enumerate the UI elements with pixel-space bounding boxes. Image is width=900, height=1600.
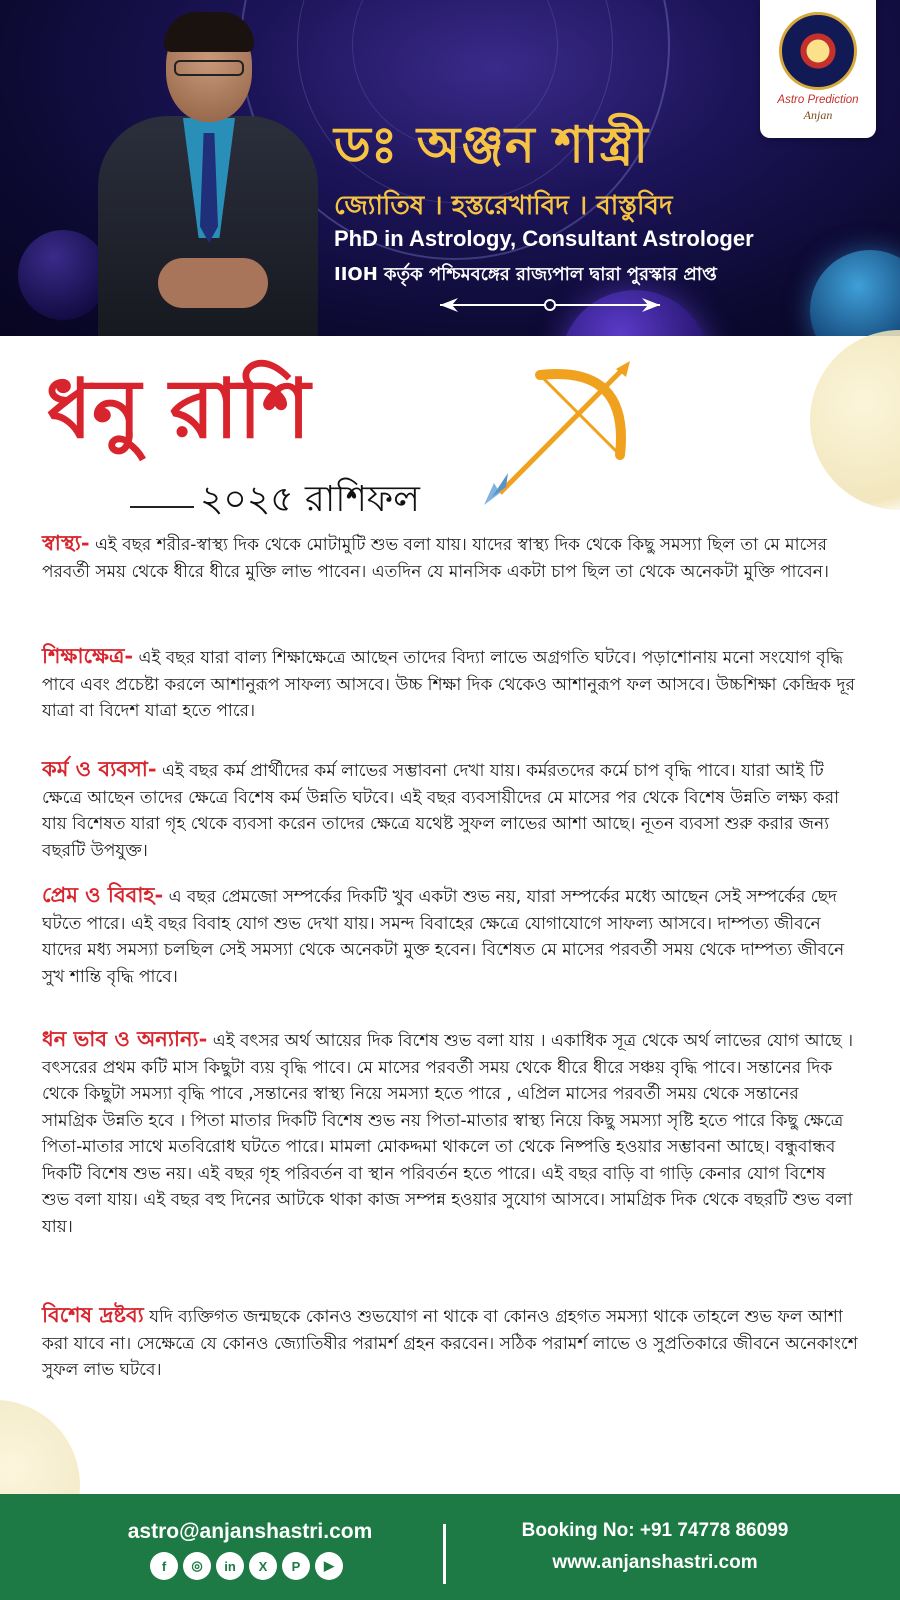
section-special-note bbox=[42, 1302, 858, 1384]
section-heading: শিক্ষাক্ষেত্র- bbox=[42, 643, 134, 668]
section-education bbox=[42, 643, 858, 725]
section-text: এই বছর যারা বাল্য শিক্ষাক্ষেত্রে আছেন তাদের বিদ্যা লাভে অগ্রগতি ঘটবে। পড়াশোনায় মনো সংযোগ বৃদ্ধি পাবে এবং প্রচেষ্টা করলে আশানুরূপ সাফল্য আসবে। উচ্চ শিক্ষা দিক থেকেও আশানুরূপ ফল আসবে। উচ্চশিক্ষা কেন্দ্রিক দূর যাত্রা বা বিদেশ যাত্রা হতে পারে। bbox=[42, 648, 855, 721]
ornament-divider bbox=[430, 296, 670, 314]
section-heading: ধন ভাব ও অন্যান্য- bbox=[42, 1026, 208, 1051]
astrologer-photo bbox=[88, 8, 328, 336]
section-text: এই বৎসর অর্থ আয়ের দিক বিশেষ শুভ বলা যায় । একাধিক সূত্র থেকে অর্থ লাভের যোগ আছে ।বৎসরের প্রথম কটি মাস কিছুটা ব্যয় বৃদ্ধি পাবে। মে মাসের পরবর্তী সময় থেকে ধীরে ধীরে সঞ্চয় বৃদ্ধি পাবে। সন্তানের দিক থেকে কিছুটা সমস্যা বৃদ্ধি পাবে ,সন্তানের স্বাস্থ্য নিয়ে সমস্যা হতে পারে , এপ্রিল মাসের পরবর্তী সময় থেকে সন্তানের সামগ্রিক উন্নতি হবে । পিতা মাতার দিকটি বিশেষ শুভ নয় পিতা-মাতার স্বাস্থ্য নিয়ে কিছু সমস্যা সৃষ্টি হতে পারে কিছু ক্ষেত্রে পিতা-মাতার সাথে মতবিরোধ ঘটতে পারে। মামলা মোকদ্দমা থাকলে তা থেকে নিষ্পত্তি হওয়ার সম্ভাবনা আছে। বন্ধুবান্ধব দিকটি বিশেষ শুভ নয়। এই বছর গৃহ পরিবর্তন বা স্থান পরিবর্তন হতে পারে। এই বছর বাড়ি বা গাড়ি কেনার যোগ বিশেষ শুভ বলা যায়। এই বছর বহু দিনের আটকে থাকা কাজ সম্পন্ন হওয়ার সুযোগ আসবে। সামগ্রিক দিক থেকে বছরটি শুভ বলা যায়। bbox=[42, 1031, 854, 1237]
sagittarius-bow-icon bbox=[480, 355, 640, 515]
header-banner bbox=[0, 0, 900, 336]
year-title: ২০২৫ রাশিফল bbox=[200, 479, 420, 520]
astrologer-award: IIOH কর্তৃক পশ্চিমবঙ্গের রাজ্যপাল দ্বারা পুরস্কার প্রাপ্ত bbox=[334, 264, 717, 285]
section-wealth-others bbox=[42, 1026, 858, 1240]
astrologer-name: ডঃ অঞ্জন শাস্ত্রী bbox=[334, 116, 649, 174]
section-heading: বিশেষ দ্রষ্টব্য bbox=[42, 1302, 144, 1327]
section-text: এই বছর শরীর-স্বাস্থ্য দিক থেকে মোটামুটি শুভ বলা যায়। যাদের স্বাস্থ্য দিক থেকে কিছু সমস্যা ছিল তা মে মাসের পরবর্তী সময় থেকে ধীরে ধীরে মুক্তি লাভ পাবেন। এতদিন যে মানসিক একটা চাপ ছিল তা থেকে অনেকটা মুক্তি পাবেন। bbox=[42, 535, 829, 582]
section-heading: প্রেম ও বিবাহ- bbox=[42, 882, 164, 907]
social-links bbox=[150, 1552, 343, 1580]
logo-subtext: Anjan bbox=[803, 108, 833, 122]
pinterest-icon[interactable]: P bbox=[282, 1552, 310, 1580]
facebook-icon[interactable]: f bbox=[150, 1552, 178, 1580]
booking-number[interactable]: Booking No: +91 74778 86099 bbox=[521, 1520, 789, 1541]
linkedin-icon[interactable]: in bbox=[216, 1552, 244, 1580]
youtube-icon[interactable]: ▶ bbox=[315, 1552, 343, 1580]
section-heading: স্বাস্থ্য- bbox=[42, 530, 90, 555]
planet-graphic bbox=[810, 250, 900, 336]
moon-decoration bbox=[810, 330, 900, 510]
section-text: যদি ব্যক্তিগত জন্মছকে কোনও শুভযোগ না থাকে বা কোনও গ্রহগত সমস্যা থাকে তাহলে শুভ ফল আশা করা যাবে না। সেক্ষেত্রে যে কোনও জ্যোতিষীর পরামর্শ গ্রহন করবেন। সঠিক পরামর্শ লাভে ও সুপ্রতিকারে জীবনে অনেকাংশে সুফল লাভ ঘটবে। bbox=[42, 1307, 858, 1380]
section-love-marriage bbox=[42, 882, 858, 990]
instagram-icon[interactable]: ◎ bbox=[183, 1552, 211, 1580]
logo-text: Astro Prediction bbox=[777, 94, 859, 106]
section-career bbox=[42, 756, 858, 864]
title-underline bbox=[130, 506, 194, 508]
astrologer-degree: PhD in Astrology, Consultant Astrologer bbox=[334, 226, 754, 251]
section-text: এ বছর প্রেমজো সম্পর্কের দিকটি খুব একটা শুভ নয়, যারা সম্পর্কের মধ্যে আছেন সেই সম্পর্কের ছেদ ঘটতে পারে। এই বছর বিবাহ যোগ শুভ দেখা যায়। সমন্দ বিবাহের ক্ষেত্রে যোগাযোগে সাফল্য আসবে। দাম্পত্য জীবনে যাদের মধ্য সমস্যা চলছিল সেই সমস্যা থেকে অনেকটা মুক্ত হবেন। বিশেষত মে মাসের পরবর্তী সময় থেকে দাম্পত্য জীবনে সুখ শান্তি বৃদ্ধি পাবে। bbox=[42, 887, 845, 987]
section-text: এই বছর কর্ম প্রার্থীদের কর্ম লাভের সম্ভাবনা দেখা যায়। কর্মরতদের কর্মে চাপ বৃদ্ধি পাবে। যারা আই টি ক্ষেত্রে আছেন তাদের ক্ষেত্রে বিশেষ কর্ম উন্নতি ঘটবে। এই বছর ব্যবসায়ীদের মে মাসের পর থেকে বিশেষ উন্নতি লক্ষ্য করা যায় বিশেষত যারা গৃহ থেকে ব্যবসা করেন তাদের ক্ষেত্রে যথেষ্ট সুফল লাভের আশা আছে। নূতন ব্যবসা শুরু করার জন্য বছরটি উপযুক্ত। bbox=[42, 761, 840, 861]
astrologer-titles: জ্যোতিষ । হস্তরেখাবিদ । বাস্তুবিদ bbox=[334, 191, 673, 221]
zodiac-logo-icon bbox=[779, 12, 857, 90]
website-link[interactable]: www.anjanshastri.com bbox=[552, 1552, 758, 1573]
email-link[interactable]: astro@anjanshastri.com bbox=[127, 1520, 373, 1543]
x-icon[interactable]: X bbox=[249, 1552, 277, 1580]
rashi-title: ধনু রাশি bbox=[46, 361, 311, 457]
footer-bar bbox=[0, 1494, 900, 1600]
section-health bbox=[42, 530, 858, 585]
footer-divider bbox=[443, 1524, 446, 1584]
brand-logo[interactable] bbox=[760, 0, 876, 138]
section-heading: কর্ম ও ব্যবসা- bbox=[42, 756, 157, 781]
